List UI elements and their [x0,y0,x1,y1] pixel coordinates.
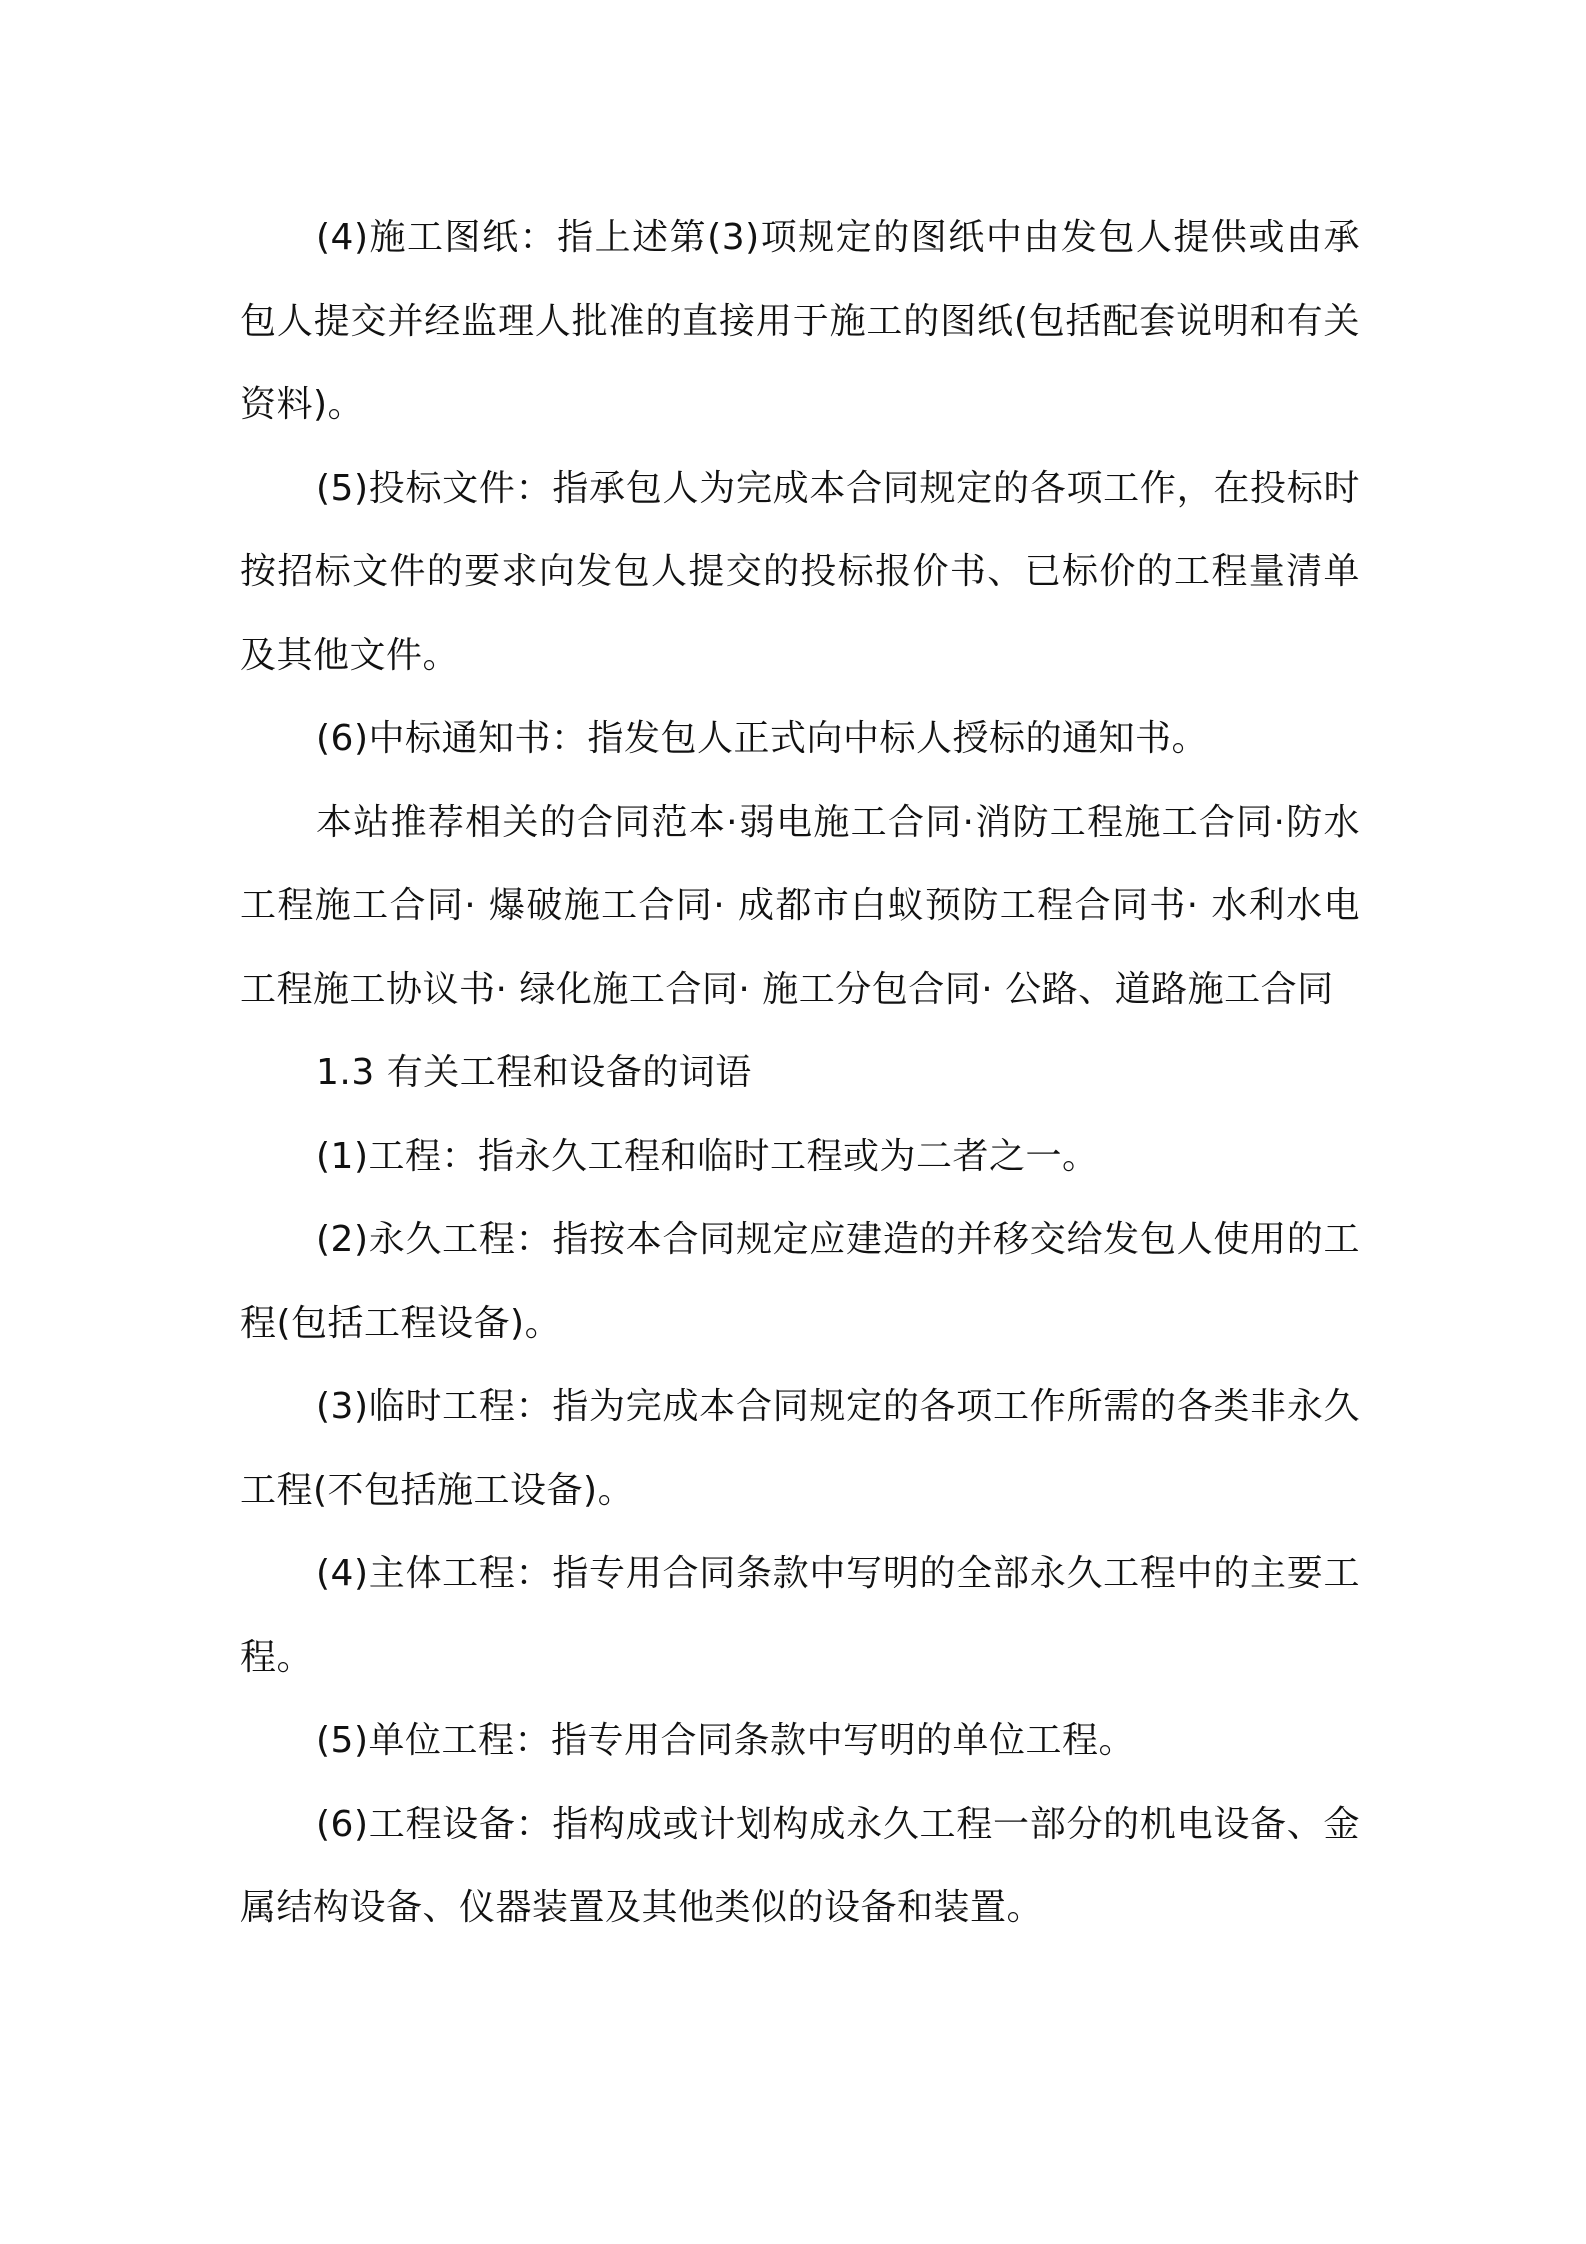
paragraph-bid-documents: (5)投标文件：指承包人为完成本合同规定的各项工作，在投标时按招标文件的要求向发包人提交的投标报价书、已标价的工程量清单及其他文件。 [240,467,1360,676]
paragraph-recommended-contracts: 本站推荐相关的合同范本·弱电施工合同·消防工程施工合同·防水工程施工合同· 爆破施工合同· 成都市白蚁预防工程合同书· 水利水电工程施工协议书· 绿化施工合同· 施工分包合同· 公路、道路施工合同 [240,801,1360,1010]
section-heading-engineering-terms: 1.3 有关工程和设备的词语 [316,1052,752,1093]
paragraph-construction-drawings: (4)施工图纸：指上述第(3)项规定的图纸中由发包人提供或由承包人提交并经监理人批准的直接用于施工的图纸(包括配套说明和有关资料)。 [240,217,1360,425]
paragraph-unit-works: (5)单位工程：指专用合同条款中写明的单位工程。 [316,1720,1135,1761]
paragraph-award-notice: (6)中标通知书：指发包人正式向中标人授标的通知书。 [316,718,1208,759]
paragraph-temporary-works: (3)临时工程：指为完成本合同规定的各项工作所需的各类非永久工程(不包括施工设备)。 [240,1386,1360,1511]
paragraph-engineering-equipment: (6)工程设备：指构成或计划构成永久工程一部分的机电设备、金属结构设备、仪器装置及其他类似的设备和装置。 [240,1803,1360,1928]
paragraph-permanent-works: (2)永久工程：指按本合同规定应建造的并移交给发包人使用的工程(包括工程设备)。 [240,1219,1360,1344]
document-body [240,196,1360,1950]
paragraph-works: (1)工程：指永久工程和临时工程或为二者之一。 [316,1135,1099,1177]
paragraph-main-works: (4)主体工程：指专用合同条款中写明的全部永久工程中的主要工程。 [240,1553,1360,1678]
